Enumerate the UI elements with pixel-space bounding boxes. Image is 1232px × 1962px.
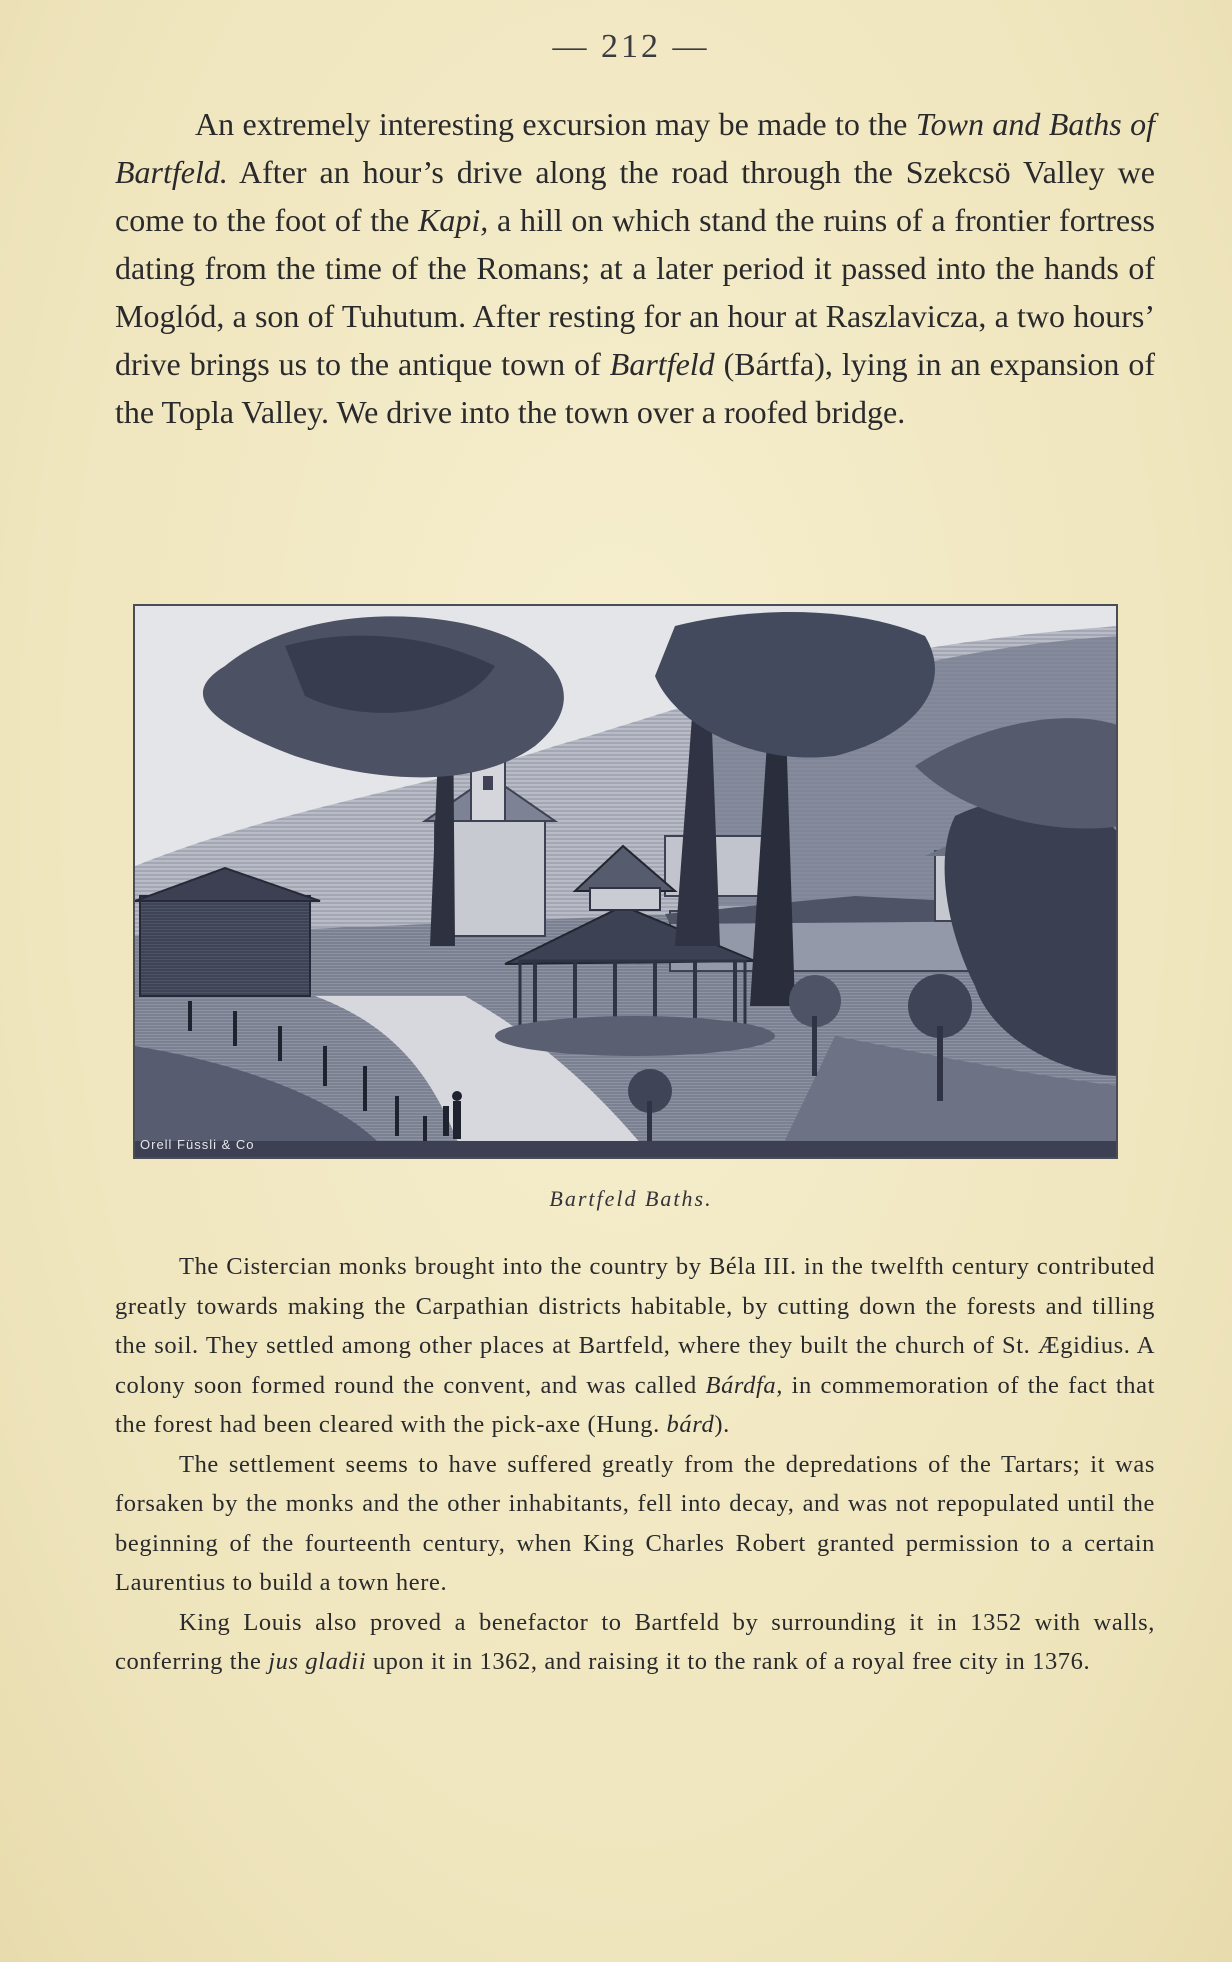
bartfeld-baths-engraving [133,604,1118,1159]
page-number: — 212 — [552,28,710,65]
lead-text: An extremely interesting excursion may be made to the [195,106,916,142]
paragraph-text: The settlement seems to have suffered greatly from the depredations of the Tartars; it was forsaken by the monks and the other inhabitants, fell into decay, and was not repopulated until the beginning of the fourteenth century, when King Charles Robert granted permission to a certain Laurentius to build a town here. [115,1450,1155,1596]
lead-paragraph [115,100,1155,436]
lead-text: After an hour’s drive along the road through the Szekcsö Valley we come to the foot of the [115,154,1155,238]
italic-bardfa: Bárdfa, [705,1371,783,1399]
lead-italic-bartfeld: Bartfeld [609,346,715,382]
paragraph-text: upon it in 1362, and raising it to the rank of a royal free city in 1376. [366,1648,1091,1675]
lead-text: (Bártfa), lying in an expansion of the Topla Valley. We drive into the town over a roofed bridge. [115,346,1156,430]
paragraph-king-louis [115,1603,1155,1682]
engraving-illustration [135,606,1118,1159]
lead-italic-town-baths: Town and Baths of Bartfeld. [115,106,1156,190]
paragraph-text: ). [714,1411,730,1438]
paragraph-text: The Cistercian monks brought into the country by Béla III. in the twelfth century contributed greatly towards making the Carpathian districts habitable, by cutting down the forests and tilling the soil. They settled among other places at Bartfeld, where they built the church of St. Ægidius. A colony soon formed round the convent, and was called [115,1253,1155,1399]
paragraph-cistercian-monks [115,1247,1155,1445]
body-text [115,1247,1155,1682]
paragraph-settlement [115,1445,1155,1603]
figure-caption: Bartfeld Baths. [549,1186,713,1211]
lead-text: a hill on which stand the ruins of a frontier fortress dating from the time of the Romans; at a later period it passed into the hands of Moglód, a son of Tuhutum. After resting for an hour at Raszlavicza, a two hours’ drive brings us to the antique town of [115,202,1156,382]
paragraph-text: in commemoration of the fact that the forest had been cleared with the pick-axe (Hung. [115,1371,1155,1438]
engraver-signature: Orell Füssli & Co [140,1137,255,1152]
italic-bard: bárd [666,1411,715,1438]
italic-jus-gladii: jus gladii [268,1648,367,1675]
paragraph-text: King Louis also proved a benefactor to Bartfeld by surrounding it in 1352 with walls, conferring the [115,1608,1155,1675]
lead-italic-kapi: Kapi, [418,202,489,238]
